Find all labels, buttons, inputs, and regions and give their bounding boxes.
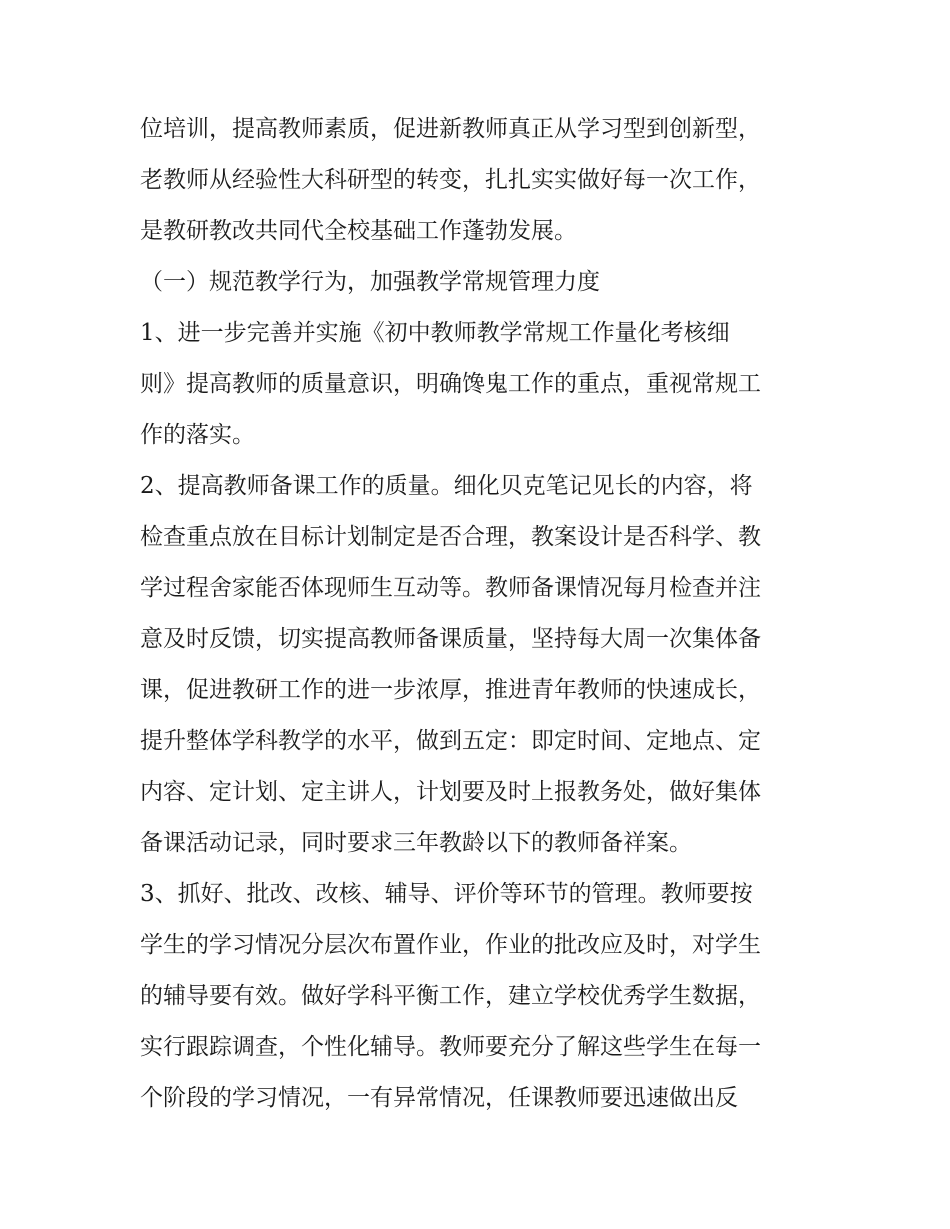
text-line: 个阶段的学习情况，一有异常情况，任课教师要迅速做出反 xyxy=(140,1085,738,1111)
text-line: 备课活动记录，同时要求三年教龄以下的教师备祥案。 xyxy=(140,830,692,856)
text-line: 课，促进教研工作的进一步浓厚，推进青年教师的快速成长， xyxy=(140,677,761,703)
text-line: 3、抓好、批改、改核、辅导、评价等环节的管理。教师要按 xyxy=(140,881,753,907)
text-line: 意及时反馈，切实提高教师备课质量，坚持每大周一次集体备 xyxy=(140,626,761,652)
text-line: 提升整体学科教学的水平，做到五定：即定时间、定地点、定 xyxy=(140,728,761,754)
document-body xyxy=(140,104,820,1124)
text-line: 1、进一步完善并实施《初中教师教学常规工作量化考核细 xyxy=(140,320,730,346)
text-line: 2、提高教师备课工作的质量。细化贝克笔记见长的内容，将 xyxy=(140,473,753,499)
section-heading: （一）规范教学行为，加强教学常规管理力度 xyxy=(140,269,600,295)
text-line: 检查重点放在目标计划制定是否合理，教案设计是否科学、教 xyxy=(140,524,761,550)
text-line: 内容、定计划、定主讲人，计划要及时上报教务处，做好集体 xyxy=(140,779,761,805)
text-line: 学过程舍家能否体现师生互动等。教师备课情况每月检查并注 xyxy=(140,575,761,601)
text-line: 实行跟踪调查，个性化辅导。教师要充分了解这些学生在每一 xyxy=(140,1034,761,1060)
text-line: 则》提高教师的质量意识，明确馋鬼工作的重点，重视常规工 xyxy=(140,371,761,397)
text-line: 老教师从经验性大科研型的转变，扎扎实实做好每一次工作， xyxy=(140,167,761,193)
text-line: 是教研教改共同代全校基础工作蓬勃发展。 xyxy=(140,218,577,244)
text-line: 的辅导要有效。做好学科平衡工作，建立学校优秀学生数据， xyxy=(140,983,761,1009)
text-line: 位培训，提高教师素质，促进新教师真正从学习型到创新型， xyxy=(140,116,761,142)
text-line: 作的落实。 xyxy=(140,422,255,448)
text-line: 学生的学习情况分层次布置作业，作业的批改应及时，对学生 xyxy=(140,932,761,958)
